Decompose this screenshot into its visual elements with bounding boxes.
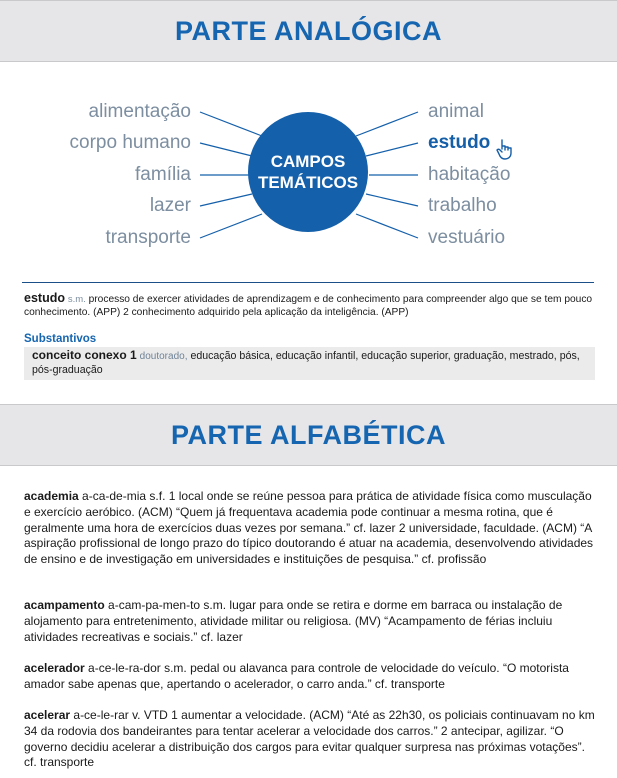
theme-animal[interactable]: animal [428,101,484,122]
concept-highlight[interactable]: doutorado, [139,351,188,362]
analogic-banner [0,0,617,62]
substantivos-label: Substantivos [24,333,97,345]
theme-estudo[interactable]: estudo [428,132,491,153]
entry-acelerar [24,708,596,771]
entry-word[interactable]: academia [24,489,79,503]
theme-habitacao[interactable]: habitação [428,164,511,185]
circle-line-2: TEMÁTICOS [257,173,359,192]
campos-tematicos-circle [248,112,368,232]
theme-lazer[interactable]: lazer [149,195,191,216]
entry-acampamento [24,598,596,645]
entry-word[interactable]: acelerador [24,661,85,675]
divider [22,282,594,283]
entry-text: a-ce-le-rar v. VTD 1 aumentar a velocidade. (ACM) “Até as 22h30, os policiais continuavam no km 34 da rodovia dos bandeirantes para tentar acelerar a velocidade dos carros.” 2 antecipar, agilizar. “O governo decidiu acelerar a distribuição dos cargos para evitar qualquer surpresa nas próximas votações”. cf. transporte [24,708,595,770]
concept-label: conceito conexo 1 [32,348,137,362]
circle-line-1: CAMPOS [270,152,346,171]
theme-vestuario[interactable]: vestuário [428,227,506,248]
entry-acelerador [24,661,596,693]
definition-headword: estudo [24,291,65,305]
definition-block [24,292,594,319]
theme-alimentacao[interactable]: alimentação [88,101,191,122]
entry-text: a-ca-de-mia s.f. 1 local onde se reúne pessoa para prática de atividade física como musculação e exercício aeróbico. (ACM) “Quem já frequentava academia pode continuar a mesma rotina, que é geralmente uma hora de exercícios duas vezes por semana.” cf. lazer 2 universidade, faculdade. (ACM) “A aspiração profissional de longo prazo do típico doutorando é atuar na academia, desenvolvendo atividades de ensino e de investigação em universidades e instituições de pesquisa.” cf. profissão [24,489,594,567]
analogic-title: PARTE ANALÓGICA [175,15,442,46]
definition-gram: s.m. [67,294,86,305]
concept-block [24,347,595,380]
entry-text: a-cam-pa-men-to s.m. lugar para onde se retira e dorme em barraca ou instalação de alojamento para entretenimento, atividade militar ou religiosa. (MV) “Acampamento de férias incluiu atividades recreativas e sociais.” cf. lazer [24,598,563,644]
concept-rest: educação básica, educação infantil, educação superior, graduação, mestrado, pós, pós-graduação [32,350,580,376]
theme-familia[interactable]: família [135,164,191,185]
definition-text: processo de exercer atividades de aprendizagem e de conhecimento para compreender algo que se tem pouco conhecimento. (APP) 2 conhecimento adquirido pela aplicação da inteligência. (APP) [24,294,593,318]
theme-corpo-humano[interactable]: corpo humano [69,132,191,153]
entry-word[interactable]: acampamento [24,598,105,612]
alphabetic-title: PARTE ALFABÉTICA [171,419,446,450]
pointer-hand-icon [496,138,514,165]
theme-transporte[interactable]: transporte [105,227,191,248]
entry-text: a-ce-le-ra-dor s.m. pedal ou alavanca para controle de velocidade do veículo. “O motorista amador sabe apenas que, apertando o acelerador, o carro anda.” cf. transporte [24,661,569,691]
alphabetic-banner [0,404,617,466]
theme-trabalho[interactable]: trabalho [428,195,497,216]
entry-word[interactable]: acelerar [24,708,71,722]
entry-academia [24,489,596,568]
